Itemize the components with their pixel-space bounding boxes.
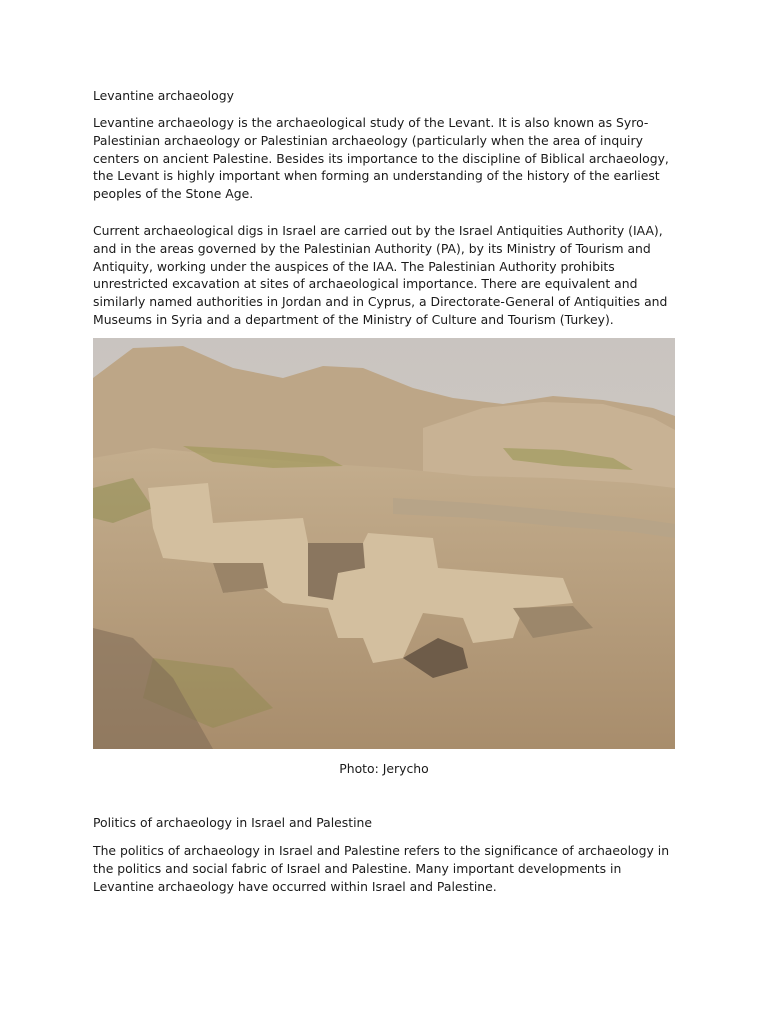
intro-paragraph: Levantine archaeology is the archaeological study of the Levant. It is also known as Syro-Palestinian archaeology or Palestinian archaeology (particularly when the area of inquiry centers on ancient Palestine. Besides its importance to the discipline of Biblical archaeology, the Levant is highly important when forming an understanding of the history of the earliest peoples of the Stone Age. xyxy=(93,115,669,202)
excavation-photo xyxy=(93,338,675,749)
section-heading-politics: Politics of archaeology in Israel and Palestine xyxy=(93,815,373,830)
photo-caption: Photo: Jerycho xyxy=(339,761,429,776)
section-heading-levantine-archaeology: Levantine archaeology xyxy=(93,88,234,103)
politics-paragraph: The politics of archaeology in Israel and Palestine refers to the significance of archaeology in the politics and social fabric of Israel and Palestine. Many important developments in Levantine archaeology have occurred within Israel and Palestine. xyxy=(93,843,670,894)
digs-paragraph: Current archaeological digs in Israel are carried out by the Israel Antiquities Authority (IAA), and in the areas governed by the Palestinian Authority (PA), by its Ministry of Tourism and Antiquity, working under the auspices of the IAA. The Palestinian Authority prohibits unrestricted excavation at sites of archaeological importance. There are equivalent and similarly named authorities in Jordan and in Cyprus, a Directorate-General of Antiquities and Museums in Syria and a department of the Ministry of Culture and Tourism (Turkey). xyxy=(93,223,668,327)
